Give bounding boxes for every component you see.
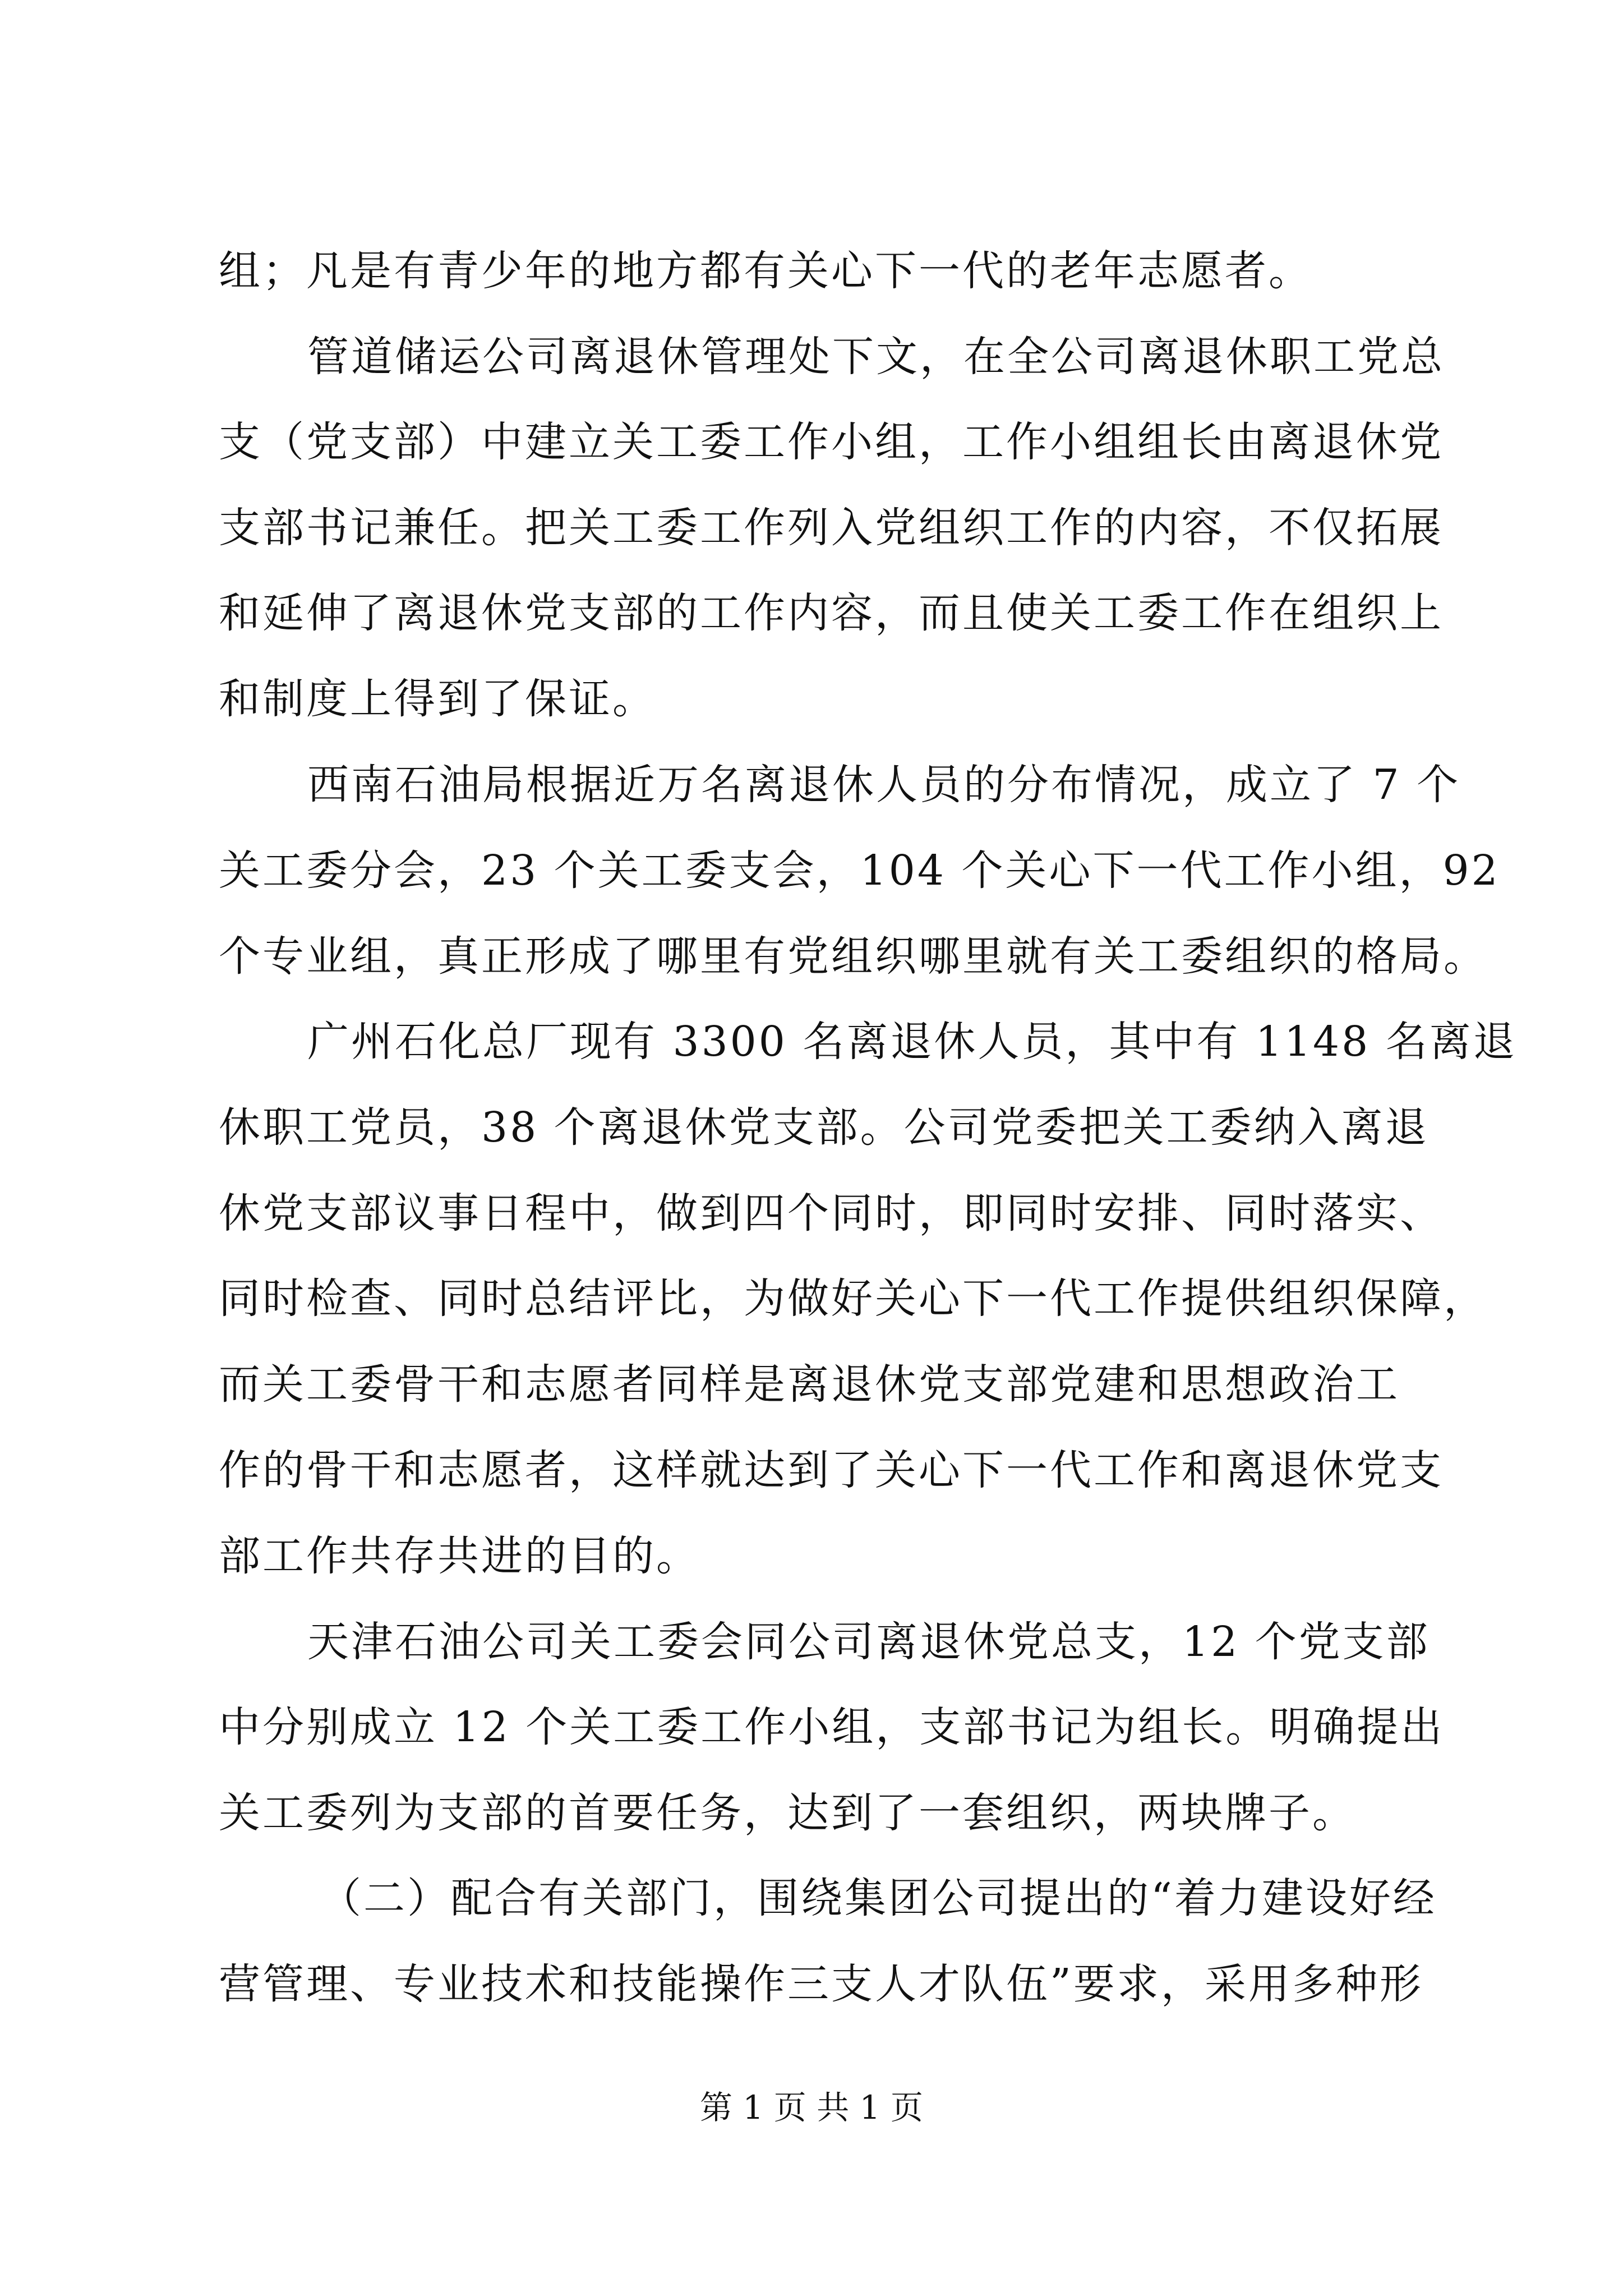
text-line: 管道储运公司离退休管理处下文，在全公司离退休职工党总 bbox=[307, 333, 1445, 381]
text-line: 关工委列为支部的首要任务，达到了一套组织，两块牌子。 bbox=[219, 1789, 1356, 1837]
text-line: 支部书记兼任。把关工委工作列入党组织工作的内容，不仅拓展 bbox=[219, 504, 1444, 552]
text-line: 部工作共存共进的目的。 bbox=[219, 1532, 700, 1580]
text-line: 组；凡是有青少年的地方都有关心下一代的老年志愿者。 bbox=[219, 247, 1312, 295]
text-line: 和延伸了离退休党支部的工作内容，而且使关工委工作在组织上 bbox=[219, 589, 1444, 637]
text-line: 休职工党员，38 个离退休党支部。公司党委把关工委纳入离退 bbox=[219, 1103, 1429, 1152]
text-line: 而关工委骨干和志愿者同样是离退休党支部党建和思想政治工 bbox=[219, 1360, 1400, 1409]
text-line: 中分别成立 12 个关工委工作小组，支部书记为组长。明确提出 bbox=[219, 1703, 1445, 1751]
text-line: 广州石化总厂现有 3300 名离退休人员，其中有 1148 名离退 bbox=[307, 1018, 1517, 1066]
text-line: 关工委分会，23 个关工委支会，104 个关心下一代工作小组，92 bbox=[219, 846, 1500, 895]
text-line: 天津石油公司关工委会同公司离退休党总支，12 个党支部 bbox=[307, 1618, 1430, 1666]
text-line: 休党支部议事日程中，做到四个同时，即同时安排、同时落实、 bbox=[219, 1189, 1444, 1237]
text-line: 西南石油局根据近万名离退休人员的分布情况，成立了 7 个 bbox=[307, 761, 1461, 809]
text-line: 和制度上得到了保证。 bbox=[219, 675, 656, 723]
text-line: 个专业组，真正形成了哪里有党组织哪里就有关工委组织的格局。 bbox=[219, 932, 1487, 981]
text-line: （二）配合有关部门，围绕集团公司提出的“着力建设好经 bbox=[320, 1874, 1437, 1922]
text-line: 营管理、专业技术和技能操作三支人才队伍”要求，采用多种形 bbox=[219, 1960, 1423, 2008]
page-number-footer: 第 1 页 共 1 页 bbox=[700, 2088, 923, 2127]
text-line: 支（党支部）中建立关工委工作小组，工作小组组长由离退休党 bbox=[219, 418, 1444, 466]
text-line: 作的骨干和志愿者，这样就达到了关心下一代工作和离退休党支 bbox=[219, 1446, 1444, 1494]
text-line: 同时检查、同时总结评比，为做好关心下一代工作提供组织保障， bbox=[219, 1274, 1487, 1323]
